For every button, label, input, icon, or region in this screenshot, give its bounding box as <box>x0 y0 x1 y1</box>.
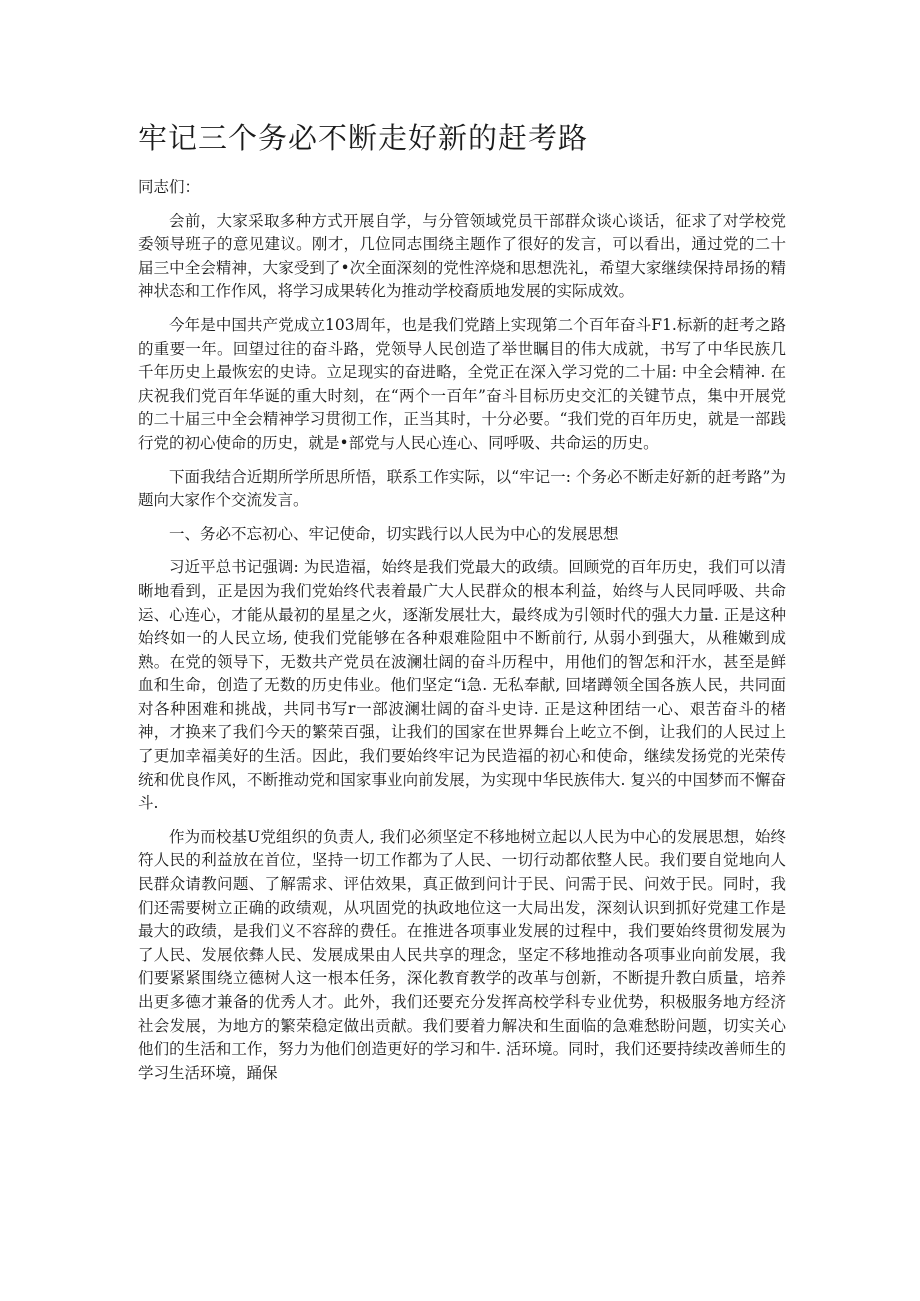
document-title: 牢记三个务必不断走好新的赶考路 <box>138 121 589 155</box>
salutation: 同志们： <box>138 178 201 196</box>
paragraph: 作为而校基U党组织的负责人, 我们必须坚定不移地树立起以人民为中心的发展思想，始终符人民的利益放在首位，坚持一切工作都为了人民、一切行动都依整人民。我们要自觉地向人民群众请教问题、了解需求、评估效果，真正做到问计于民、问需于民、问效于民。同时，我们还需要树立正确的政绩观，从巩固党的执政地位这一大局出发，深刻认识到抓好党建工作是最大的政绩，是我们义不容辞的费任。在推进各项事业发展的过程中，我们要始终贯彻发展为了人民、发展依彝人民、发展成果由人民共享的理念，坚定不移地推动各项事业向前发展，我们要紧紧围绕立德树人这一根本任务，深化教育教学的改革与创新，不断提升教白质量，培养出更多德才兼备的优秀人才。此外，我们还要充分发挥高校学科专业优势，积极服务地方经济社会发展，为地方的繁荣稳定做出贡献。我们要着力解决和生面临的急难愁盼问题，切实关心他们的生活和工作，努力为他们创造更好的学习和牛. 活环境。同时，我们还要持续改善师生的学习生活环境，踊保 <box>138 827 786 1082</box>
paragraph: 今年是中国共产党成立103周年，也是我们党踏上实现第二个百年奋斗F1.标新的赶考之路的重要一年。回望过往的奋斗路，党领导人民创造了举世瞩目的伟大成就，书写了中华民族几千年历史上最恢宏的史诗。立足现实的奋进略，全党正在深入学习党的二十届: 中全会精神. 在庆祝我们党百年华诞的重大时刻，在“两个一百年”奋斗目标历史交汇的关键节点，集中开展党的二十届三中全会精神学习贯彻工作，正当其时，十分必要。“我们党的百年历史，就是一部践行党的初心使命的历史，就是•部党与人民心连心、同呼吸、共命运的历史。 <box>138 315 786 452</box>
document-body <box>138 176 786 1095</box>
paragraph: 下面我结合近期所学所思所悟，联系工作实际，以“牢记一: 个务必不断走好新的赶考路”为题向大家作个交流发言。 <box>138 467 786 510</box>
paragraph: 会前，大家采取多种方式开展自学，与分管领域党员干部群众谈心谈话，征求了对学校党委领导班子的意见建议。刚才，几位同志围绕主题作了很好的发言，可以看出，通过党的二十届三中全会精神，大家受到了•次全面深刻的党性淬烧和思想洗礼，希望大家继续保持昂扬的精神状态和工作作风，将学习成果转化为推动学校裔质地发展的实际成效。 <box>138 211 786 301</box>
paragraph: 习近平总书记强调: 为民造福，始终是我们党最大的政绩。回顾党的百年历史，我们可以清晰地看到，正是因为我们党始终代表着最广大人民群众的根本利益，始终与人民同呼吸、共命运、心连心，才能从最初的星星之火，逐渐发展壮大，最终成为引领时代的强大力量. 正是这种始终如一的人民立场, 使我们党能够在各种艰难险阻中不断前行, 从弱小到强大，从稚嫩到成熟。在党的领导下，无数共产党员在波澜壮阔的奋斗历程中，用他们的智怎和汗水，甚至是鲜血和生命，创造了无数的历史伟业。他们坚定“i急. 无私奉献, 回堵蹲领全国各族人民，共同面对各种困难和挑战，共同书写r一部波澜壮阔的奋斗史诗. 正是这种团结一心、艰苦奋斗的楮神，才换来了我们今天的繁荣百强，让我们的国家在世界舞台上屹立不倒，让我们的人民过上了更加幸福美好的生活。因此，我们要始终牢记为民造福的初心和使命，继续发扬党的光荣传统和优良作风，不断推动党和国家事业向前发展，为实现中华民族伟大. 复兴的中国梦而不懈奋斗. <box>138 558 786 813</box>
section-heading: 一、务必不忘初心、牢记使命，切实践行以人民为中心的发展思想 <box>169 524 619 543</box>
